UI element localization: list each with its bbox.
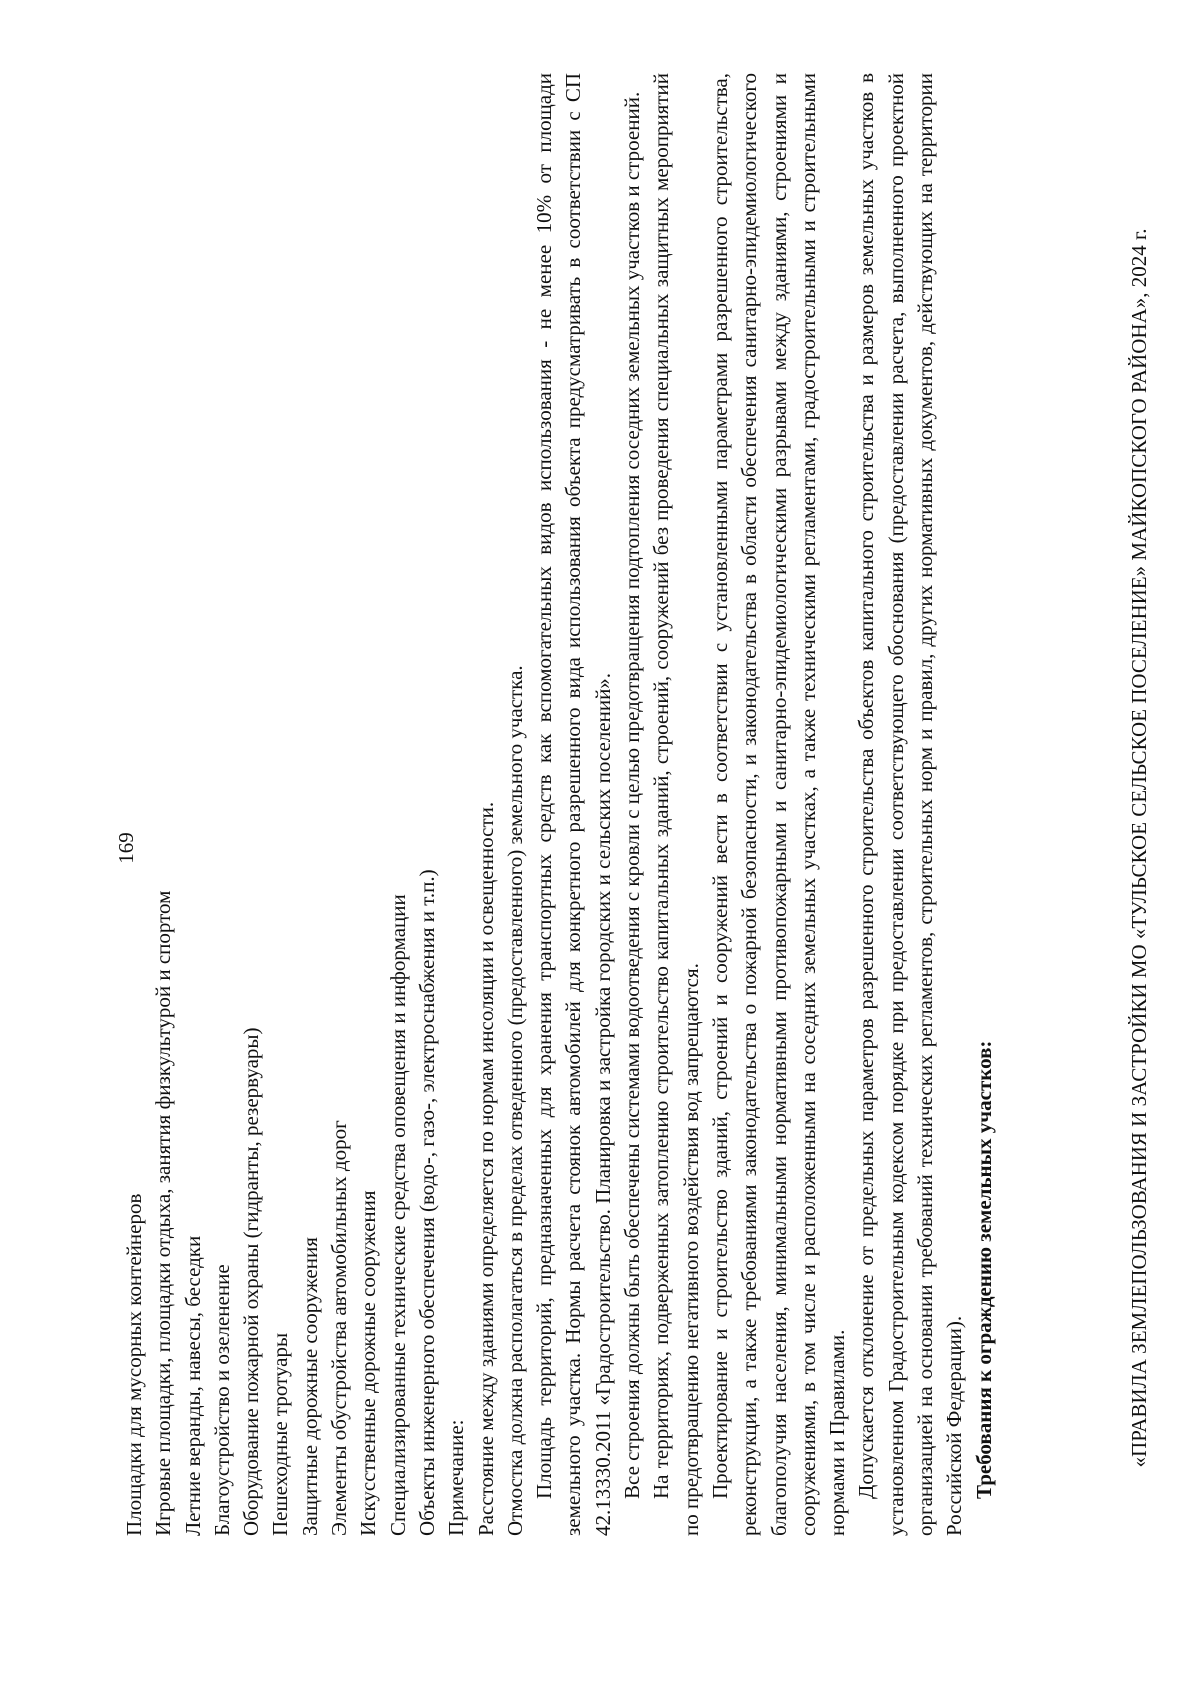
list-item: Элементы обустройства автомобильных дорог <box>327 1120 352 1536</box>
paragraph: Проектирование и строительство зданий, строений и сооружений вести в соответствии с установленными параметрами разрешенного строительства, реконструкции, а также требованиями законодательства о пожарной безопасности, и законодательства в области обеспечения санитарно-эпидемиологического благополучия населения, минимальными нормативными противопожарными и санитарно-эпидемиологическими разрывами между зданиями, строениями и сооружениями, в том числе и расположенными на соседних земельных участках, а также техническими регламентами, градостроительными и строительными нормами и Правилами. <box>707 73 850 1536</box>
note-line: Расстояние между зданиями определяется по нормам инсоляции и освещенности. <box>473 801 498 1536</box>
list-item: Пешеходные тротуары <box>268 1332 293 1536</box>
list-item: Благоустройство и озеленение <box>209 1264 234 1536</box>
paragraph: Все строения должны быть обеспечены системами водоотведения с кровли с целью предотвращения подтопления соседних земельных участков и строений. <box>620 91 645 1499</box>
list-item: Игровые площадки, площадки отдыха, занятия физкультурой и спортом <box>151 890 176 1536</box>
list-item: Объекты инженерного обеспечения (водо-, газо-, электроснабжения и т.п.) <box>414 869 439 1536</box>
document-footer: «ПРАВИЛА ЗЕМЛЕПОЛЬЗОВАНИЯ И ЗАСТРОЙКИ МО «ТУЛЬСКОЕ СЕЛЬСКОЕ ПОСЕЛЕНИЕ» МАЙКОПСКОГО РАЙОНА», 2024 г. <box>1127 228 1151 1468</box>
note-line: Отмостка должна располагаться в пределах отведенного (предоставленного) земельного участка. <box>502 665 527 1536</box>
list-item: Специализированные технические средства оповещения и информации <box>385 894 410 1536</box>
document-body <box>120 73 999 1536</box>
section-heading: Требования к ограждению земельных участков: <box>971 1040 996 1499</box>
paragraph: Площадь территорий, предназначенных для хранения транспортных средств как вспомогательных видов использования - не менее 10% от площади земельного участка. Нормы расчета стоянок автомобилей для конкретного разрешенного вида использования объекта предусматривать в соответствии с СП 42.13330.2011 «Градостроительство. Планировка и застройка городских и сельских поселений». <box>532 73 615 1536</box>
list-item: Защитные дорожные сооружения <box>297 1237 322 1536</box>
list-item: Искусственные дорожные сооружения <box>356 1190 381 1536</box>
list-item: Летние веранды, навесы, беседки <box>180 1235 205 1536</box>
paragraph: Допускается отклонение от предельных параметров разрешенного строительства объектов капитального строительства и размеров земельных участков в установленном Градостроительным кодексом порядке при предоставлении соответствующего обоснования (предоставлении расчета, выполненного проектной организацией на основании требований технических регламентов, строительных норм и правил, других нормативных документов, действующих на территории Российской Федерации). <box>854 73 967 1536</box>
page-number: 169 <box>114 832 138 864</box>
list-item: Оборудование пожарной охраны (гидранты, резервуары) <box>239 1027 264 1536</box>
note-label: Примечание: <box>444 1419 469 1536</box>
list-item: Площадки для мусорных контейнеров <box>122 1193 146 1536</box>
paragraph: На территориях, подверженных затоплению строительство капитальных зданий, строений, сооружений без проведения специальных защитных мероприятий по предотвращению негативного воздействия вод запрещаются. <box>649 73 703 1536</box>
